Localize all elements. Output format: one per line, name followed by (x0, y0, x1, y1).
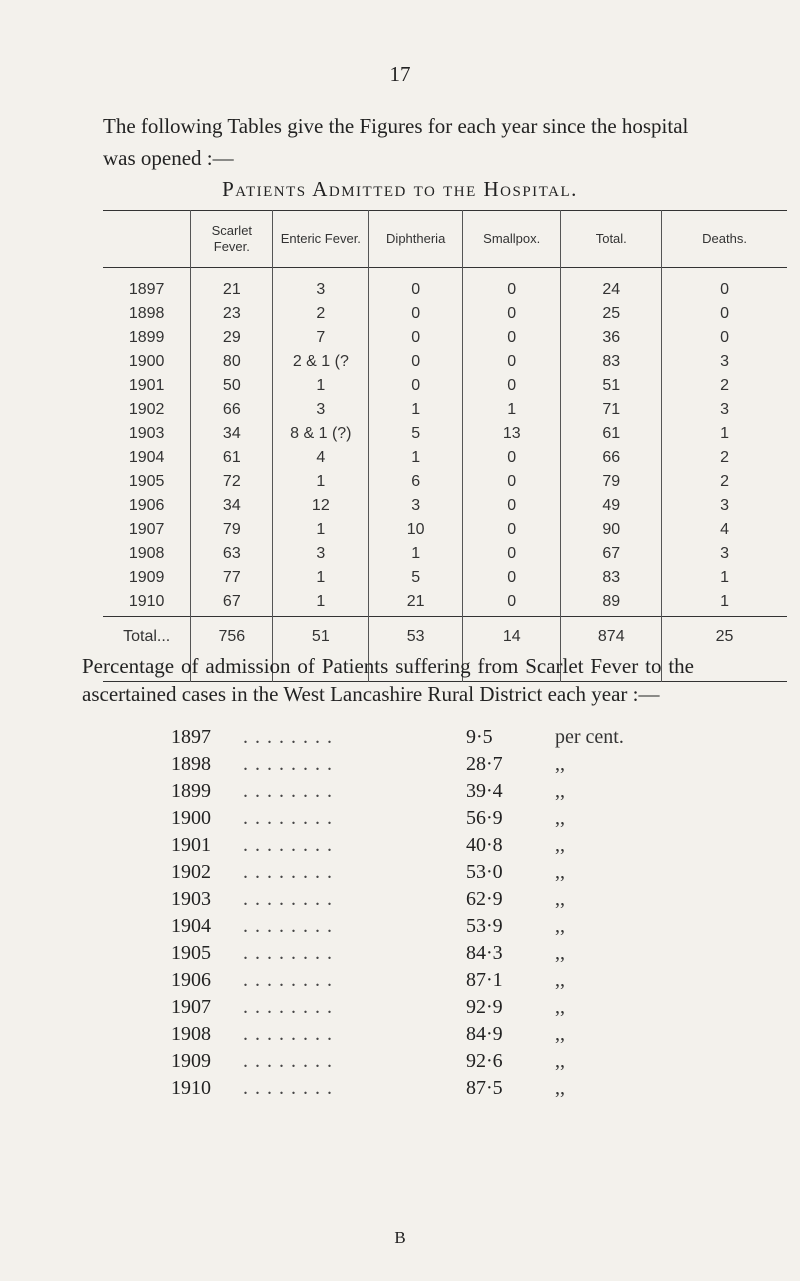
cell-year: 1906 (128, 497, 165, 514)
table-row (103, 518, 787, 542)
percentage-row (171, 1077, 731, 1104)
cell-year: 1903 (128, 425, 165, 442)
cell-smallpox: 0 (463, 542, 561, 566)
percentage-year: 1901 (171, 834, 211, 856)
percentage-value: 56·9 (466, 807, 503, 829)
percentage-unit: ,, (555, 834, 565, 856)
cell-total: 24 (561, 268, 662, 303)
cell-total: 67 (561, 542, 662, 566)
percentage-unit: ,, (555, 1050, 565, 1072)
cell-smallpox: 0 (463, 566, 561, 590)
leader-dots: . . . . . . . . (243, 1023, 333, 1045)
table-row (103, 446, 787, 470)
cell-year: 1901 (128, 377, 165, 394)
percentage-year: 1908 (171, 1023, 211, 1045)
header-year (103, 211, 191, 268)
cell-deaths: 3 (662, 542, 787, 566)
cell-year: 1898 (128, 305, 165, 322)
cell-year: 1908 (128, 545, 165, 562)
percentage-year: 1909 (171, 1050, 211, 1072)
total-total: 874 (561, 617, 662, 682)
cell-deaths: 3 (662, 350, 787, 374)
header-deaths: Deaths. (662, 211, 787, 268)
cell-smallpox: 0 (463, 374, 561, 398)
cell-total: 61 (561, 422, 662, 446)
cell-deaths: 0 (662, 326, 787, 350)
cell-deaths: 1 (662, 566, 787, 590)
cell-smallpox: 0 (463, 590, 561, 617)
percentage-year: 1907 (171, 996, 211, 1018)
cell-enteric-fever: 7 (273, 326, 369, 350)
leader-dots: . . . . . . . . (243, 1050, 333, 1072)
percentage-year: 1905 (171, 942, 211, 964)
cell-deaths: 2 (662, 446, 787, 470)
intro-text: The following Tables give the Figures for each year since the hospital was opened :— (103, 114, 689, 170)
percentage-row (171, 861, 731, 888)
cell-enteric-fever: 12 (273, 494, 369, 518)
cell-enteric-fever: 3 (273, 268, 369, 303)
cell-diphtheria: 0 (369, 302, 463, 326)
cell-total: 66 (561, 446, 662, 470)
percentage-unit: ,, (555, 1023, 565, 1045)
percentage-list (171, 726, 731, 1104)
leader-dots: . . . . . . . . (243, 807, 333, 829)
cell-enteric-fever: 8 & 1 (?) (273, 422, 369, 446)
percentage-row (171, 915, 731, 942)
percentage-value: 62·9 (466, 888, 503, 910)
percentage-row (171, 1050, 731, 1077)
cell-total: 83 (561, 350, 662, 374)
cell-diphtheria: 6 (369, 470, 463, 494)
cell-smallpox: 0 (463, 350, 561, 374)
cell-enteric-fever: 1 (273, 590, 369, 617)
percentage-row (171, 753, 731, 780)
cell-scarlet-fever: 80 (191, 350, 273, 374)
leader-dots: . . . . . . . . (243, 1077, 333, 1099)
cell-enteric-fever: 1 (273, 566, 369, 590)
percentage-unit: ,, (555, 780, 565, 802)
table-row (103, 350, 787, 374)
cell-diphtheria: 0 (369, 374, 463, 398)
cell-scarlet-fever: 34 (191, 422, 273, 446)
percentage-value: 40·8 (466, 834, 503, 856)
cell-scarlet-fever: 77 (191, 566, 273, 590)
percentage-unit: ,, (555, 969, 565, 991)
cell-deaths: 2 (662, 374, 787, 398)
table-row (103, 470, 787, 494)
percentage-row (171, 969, 731, 996)
percentage-unit: ,, (555, 942, 565, 964)
cell-scarlet-fever: 66 (191, 398, 273, 422)
cell-year: 1905 (128, 473, 165, 490)
cell-smallpox: 0 (463, 470, 561, 494)
cell-total: 71 (561, 398, 662, 422)
cell-deaths: 3 (662, 494, 787, 518)
percentage-value: 39·4 (466, 780, 503, 802)
cell-diphtheria: 1 (369, 542, 463, 566)
admissions-table (103, 210, 787, 682)
leader-dots: . . . . . . . . (243, 969, 333, 991)
cell-smallpox: 1 (463, 398, 561, 422)
percentage-row (171, 780, 731, 807)
table-body (103, 268, 787, 617)
header-diphtheria: Diphtheria (369, 211, 463, 268)
table-header-row (103, 211, 787, 268)
cell-year: 1904 (128, 449, 165, 466)
percentage-unit: ,, (555, 996, 565, 1018)
percentage-unit: ,, (555, 888, 565, 910)
cell-enteric-fever: 1 (273, 518, 369, 542)
percentage-row (171, 1023, 731, 1050)
leader-dots: . . . . . . . . (243, 915, 333, 937)
cell-year: 1899 (128, 329, 165, 346)
cell-deaths: 0 (662, 268, 787, 303)
cell-scarlet-fever: 21 (191, 268, 273, 303)
leader-dots: . . . . . . . . (243, 834, 333, 856)
cell-total: 90 (561, 518, 662, 542)
percentage-unit: ,, (555, 807, 565, 829)
cell-enteric-fever: 3 (273, 398, 369, 422)
percentage-year: 1899 (171, 780, 211, 802)
percentage-value: 28·7 (466, 753, 503, 775)
percentage-row (171, 888, 731, 915)
percentage-row (171, 942, 731, 969)
percentage-value: 9·5 (466, 726, 493, 748)
header-scarlet-fever: Scarlet Fever. (191, 211, 273, 268)
percentage-year: 1897 (171, 726, 211, 748)
cell-diphtheria: 5 (369, 566, 463, 590)
page-number: 17 (389, 62, 411, 86)
percentage-year: 1900 (171, 807, 211, 829)
percentage-value: 84·3 (466, 942, 503, 964)
percentage-year: 1906 (171, 969, 211, 991)
header-enteric-fever: Enteric Fever. (273, 211, 369, 268)
cell-smallpox: 0 (463, 302, 561, 326)
cell-scarlet-fever: 50 (191, 374, 273, 398)
cell-scarlet-fever: 23 (191, 302, 273, 326)
cell-smallpox: 13 (463, 422, 561, 446)
table-row (103, 326, 787, 350)
cell-diphtheria: 1 (369, 446, 463, 470)
cell-total: 49 (561, 494, 662, 518)
cell-deaths: 1 (662, 590, 787, 617)
cell-enteric-fever: 4 (273, 446, 369, 470)
cell-total: 89 (561, 590, 662, 617)
cell-smallpox: 0 (463, 518, 561, 542)
percentage-unit: ,, (555, 861, 565, 883)
percentage-year: 1898 (171, 753, 211, 775)
cell-smallpox: 0 (463, 494, 561, 518)
percentage-unit: ,, (555, 753, 565, 775)
totals-label: Total... (123, 628, 171, 645)
cell-year: 1907 (128, 521, 165, 538)
cell-enteric-fever: 2 (273, 302, 369, 326)
cell-year: 1900 (128, 353, 165, 370)
cell-total: 25 (561, 302, 662, 326)
percentage-unit: ,, (555, 1077, 565, 1099)
header-total: Total. (561, 211, 662, 268)
cell-scarlet-fever: 29 (191, 326, 273, 350)
cell-scarlet-fever: 63 (191, 542, 273, 566)
cell-scarlet-fever: 61 (191, 446, 273, 470)
percentage-row (171, 807, 731, 834)
percentage-year: 1910 (171, 1077, 211, 1099)
table-row (103, 566, 787, 590)
cell-scarlet-fever: 72 (191, 470, 273, 494)
percentage-value: 87·1 (466, 969, 503, 991)
total-smallpox: 14 (463, 617, 561, 682)
percentage-row (171, 996, 731, 1023)
cell-diphtheria: 0 (369, 350, 463, 374)
cell-year: 1897 (128, 281, 165, 298)
total-enteric-fever: 51 (273, 617, 369, 682)
cell-diphtheria: 0 (369, 268, 463, 303)
percentage-year: 1904 (171, 915, 211, 937)
percentage-paragraph: Percentage of admission of Patients suffering from Scarlet Fever to the ascertained cases in the West Lancashire Rural District each year :— (82, 654, 694, 706)
table-row (103, 398, 787, 422)
percentage-value: 84·9 (466, 1023, 503, 1045)
cell-total: 79 (561, 470, 662, 494)
cell-total: 36 (561, 326, 662, 350)
percentage-year: 1902 (171, 861, 211, 883)
leader-dots: . . . . . . . . (243, 726, 333, 748)
cell-diphtheria: 21 (369, 590, 463, 617)
cell-scarlet-fever: 67 (191, 590, 273, 617)
total-diphtheria: 53 (369, 617, 463, 682)
total-deaths: 25 (662, 617, 787, 682)
table-row (103, 590, 787, 617)
percentage-value: 92·6 (466, 1050, 503, 1072)
table-row (103, 268, 787, 303)
cell-enteric-fever: 3 (273, 542, 369, 566)
cell-deaths: 4 (662, 518, 787, 542)
cell-deaths: 1 (662, 422, 787, 446)
percentage-row (171, 834, 731, 861)
cell-total: 51 (561, 374, 662, 398)
header-smallpox: Smallpox. (463, 211, 561, 268)
table-row (103, 422, 787, 446)
leader-dots: . . . . . . . . (243, 996, 333, 1018)
cell-scarlet-fever: 79 (191, 518, 273, 542)
cell-diphtheria: 3 (369, 494, 463, 518)
cell-enteric-fever: 1 (273, 470, 369, 494)
leader-dots: . . . . . . . . (243, 888, 333, 910)
total-scarlet-fever: 756 (191, 617, 273, 682)
percentage-row (171, 726, 731, 753)
cell-diphtheria: 10 (369, 518, 463, 542)
percentage-unit: per cent. (555, 726, 624, 748)
cell-diphtheria: 1 (369, 398, 463, 422)
cell-enteric-fever: 1 (273, 374, 369, 398)
leader-dots: . . . . . . . . (243, 753, 333, 775)
cell-diphtheria: 5 (369, 422, 463, 446)
cell-smallpox: 0 (463, 446, 561, 470)
table-title: Patients Admitted to the Hospital. (222, 177, 578, 201)
cell-deaths: 0 (662, 302, 787, 326)
cell-year: 1909 (128, 569, 165, 586)
cell-smallpox: 0 (463, 268, 561, 303)
leader-dots: . . . . . . . . (243, 942, 333, 964)
cell-enteric-fever: 2 & 1 (? (273, 350, 369, 374)
percentage-value: 53·0 (466, 861, 503, 883)
percentage-year: 1903 (171, 888, 211, 910)
percentage-unit: ,, (555, 915, 565, 937)
cell-deaths: 3 (662, 398, 787, 422)
signature-mark: B (394, 1228, 406, 1247)
cell-year: 1902 (128, 401, 165, 418)
table-row (103, 494, 787, 518)
percentage-value: 92·9 (466, 996, 503, 1018)
cell-year: 1910 (128, 593, 165, 610)
cell-scarlet-fever: 34 (191, 494, 273, 518)
cell-deaths: 2 (662, 470, 787, 494)
table-row (103, 302, 787, 326)
table-row (103, 374, 787, 398)
leader-dots: . . . . . . . . (243, 861, 333, 883)
table-row (103, 542, 787, 566)
leader-dots: . . . . . . . . (243, 780, 333, 802)
percentage-value: 53·9 (466, 915, 503, 937)
cell-total: 83 (561, 566, 662, 590)
cell-diphtheria: 0 (369, 326, 463, 350)
percentage-value: 87·5 (466, 1077, 503, 1099)
cell-smallpox: 0 (463, 326, 561, 350)
